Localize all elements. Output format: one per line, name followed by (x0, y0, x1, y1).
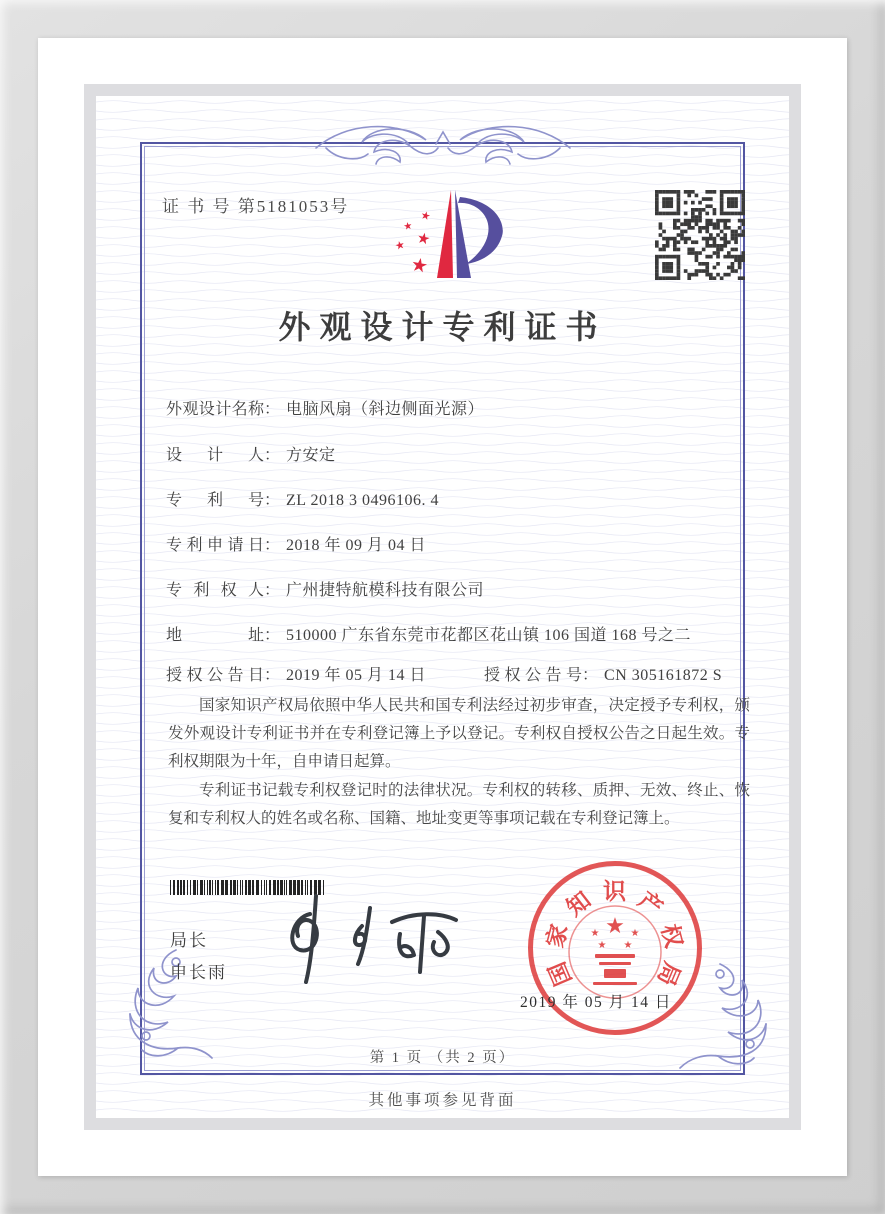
svg-text:★: ★ (415, 230, 432, 249)
seal-char: 权 (656, 921, 688, 950)
svg-text:★: ★ (597, 940, 607, 951)
svg-text:★: ★ (402, 220, 414, 233)
commissioner-title: 局长 (170, 931, 208, 950)
seal-date: 2019 年 05 月 14 日 (520, 994, 672, 1011)
national-emblem-icon (565, 900, 665, 1000)
certificate-number: 证 书 号 第5181053号 (162, 197, 350, 216)
svg-text:★: ★ (605, 913, 625, 938)
field-label: 设计人 (166, 447, 264, 464)
field-value: 510000 广东省东莞市花都区花山镇 106 国道 168 号之二 (286, 627, 692, 644)
field-design-name: 外观设计名称： 电脑风扇（斜边侧面光源） (166, 396, 752, 419)
svg-text:★: ★ (590, 928, 600, 939)
field-label: 专利权人 (166, 582, 264, 599)
paragraph: 国家知识产权局依照中华人民共和国专利法经过初步审查，决定授予专利权，颁发外观设计专利证书并在专利登记簿上予以登记。专利权自授权公告之日起生效。专利权期限为十年，自申请日起算。 (168, 697, 750, 771)
svg-text:★: ★ (393, 238, 407, 253)
seal-char: 产 (633, 886, 668, 921)
field-label: 授权公告号 (484, 667, 583, 684)
field-value: 电脑风扇（斜边侧面光源） (286, 401, 485, 418)
field-value: 广州捷特航模科技有限公司 (286, 582, 485, 599)
certificate-title: 外观设计专利证书 (278, 309, 607, 345)
field-label: 专利申请日 (166, 537, 264, 554)
field-value: 2019 年 05 月 14 日 (286, 667, 427, 684)
svg-text:★: ★ (419, 209, 432, 224)
cnipa-logo-icon (390, 184, 510, 286)
field-label: 授权公告日 (166, 667, 264, 684)
field-value: ZL 2018 3 0496106. 4 (286, 492, 439, 509)
field-grant-announcement: 授权公告日： 2019 年 05 月 14 日 授权公告号： CN 305161872 S (166, 662, 752, 685)
field-designer: 设计人： 方安定 (166, 442, 752, 465)
field-address: 地址： 510000 广东省东莞市花都区花山镇 106 国道 168 号之二 (166, 622, 752, 645)
seal-char: 识 (603, 878, 626, 904)
legal-text (168, 692, 750, 833)
qr-code-icon (655, 190, 745, 280)
field-value: 2018 年 09 月 04 日 (286, 537, 427, 554)
seal-char: 国 (543, 958, 577, 990)
field-label: 专利号 (166, 492, 264, 509)
svg-text:★: ★ (630, 928, 640, 939)
field-patent-number: 专利号： ZL 2018 3 0496106. 4 (166, 487, 752, 510)
field-filing-date: 专利申请日： 2018 年 09 月 04 日 (166, 532, 752, 555)
handwritten-signature (274, 888, 484, 988)
seal-char: 家 (541, 921, 573, 950)
page-number: 第 1 页 （共 2 页） (369, 1050, 516, 1066)
back-side-note: 其他事项参见背面 (368, 1092, 517, 1109)
field-label: 地址 (166, 627, 264, 644)
svg-text:★: ★ (623, 940, 633, 951)
field-label: 外观设计名称 (166, 401, 264, 418)
svg-text:★: ★ (409, 254, 430, 278)
commissioner-name: 申长雨 (170, 963, 227, 982)
certificate-paper (96, 96, 789, 1118)
seal-char: 局 (652, 958, 686, 990)
seal-char: 知 (561, 886, 596, 921)
field-value: CN 305161872 S (604, 667, 723, 684)
field-patentee: 专利权人： 广州捷特航模科技有限公司 (166, 577, 752, 600)
field-value: 方安定 (286, 447, 336, 464)
paragraph: 专利证书记载专利权登记时的法律状况。专利权的转移、质押、无效、终止、恢复和专利权人的姓名或名称、国籍、地址变更等事项记载在专利登记簿上。 (168, 781, 750, 827)
